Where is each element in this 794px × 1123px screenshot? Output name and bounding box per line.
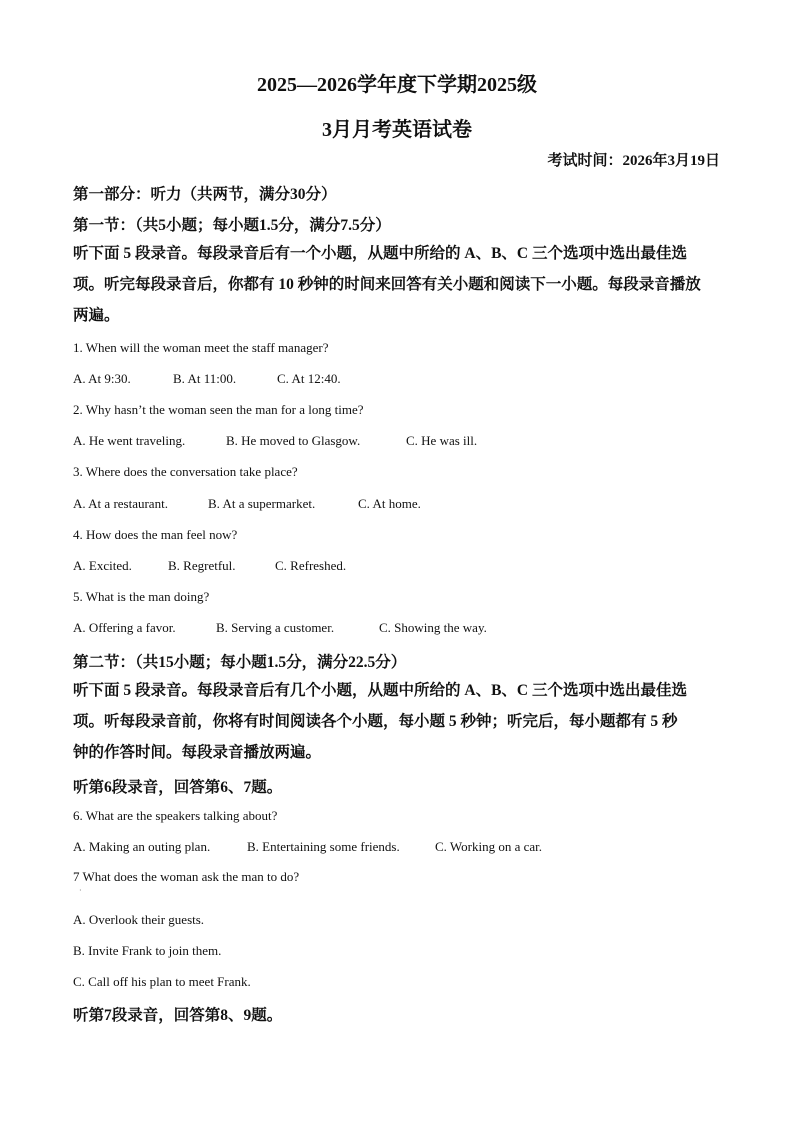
passage-7-heading: 听第7段录音，回答第8、9题。: [73, 1007, 283, 1024]
option-a: A. Offering a favor.: [73, 620, 176, 635]
option-c: C. Showing the way.: [379, 620, 487, 635]
question-2: 2. Why hasn’t the woman seen the man for a long time?: [73, 402, 364, 417]
question-7-option-c: C. Call off his plan to meet Frank.: [73, 974, 251, 989]
question-7: 7 What does the woman ask the man to do?: [73, 869, 300, 884]
question-5: 5. What is the man doing?: [73, 589, 210, 604]
question-5-options: [73, 620, 487, 636]
exam-time: 考试时间：2026年3月19日: [547, 153, 720, 169]
section2-heading: 第二节：（共15小题；每小题1.5分，满分22.5分）: [73, 654, 407, 671]
option-b: B. At 11:00.: [173, 371, 237, 386]
option-b: B. Entertaining some friends.: [247, 839, 400, 854]
question-6-options: [73, 839, 542, 855]
option-c: C. He was ill.: [406, 433, 478, 448]
instruction-line: 两遍。: [73, 307, 120, 324]
section2-instructions: [73, 675, 721, 768]
question-6: 6. What are the speakers talking about?: [73, 808, 278, 823]
stray-mark: ·: [79, 886, 82, 895]
option-c: C. At home.: [358, 496, 421, 511]
part1-heading: 第一部分：听力（共两节，满分30分）: [73, 186, 337, 203]
instruction-line: 听下面 5 段录音。每段录音后有一个小题，从题中所给的 A、B、C 三个选项中选出最佳选: [73, 245, 687, 262]
instruction-line: 钟的作答时间。每段录音播放两遍。: [73, 744, 322, 761]
exam-title: 2025—2026学年度下学期2025级: [257, 74, 537, 96]
section1-instructions: [73, 238, 721, 331]
question-7-option-a: A. Overlook their guests.: [73, 912, 205, 927]
question-4: 4. How does the man feel now?: [73, 527, 238, 542]
option-c: C. At 12:40.: [277, 371, 341, 386]
option-c: C. Working on a car.: [435, 839, 543, 854]
question-3-options: [73, 496, 421, 512]
instruction-line: 项。听每段录音前，你将有时间阅读各个小题，每小题 5 秒钟；听完后，每小题都有 5 秒: [73, 713, 678, 730]
question-2-options: [73, 433, 477, 449]
option-b: B. He moved to Glasgow.: [226, 433, 361, 448]
option-c: C. Refreshed.: [275, 558, 347, 573]
section1-heading: 第一节：（共5小题；每小题1.5分，满分7.5分）: [73, 217, 391, 234]
question-4-options: [73, 558, 346, 574]
question-1-options: [73, 371, 341, 387]
instruction-line: 项。听完每段录音后，你都有 10 秒钟的时间来回答有关小题和阅读下一小题。每段录音播放: [73, 276, 701, 293]
option-b: B. At a supermarket.: [208, 496, 316, 511]
option-a: A. At a restaurant.: [73, 496, 168, 511]
option-b: B. Regretful.: [168, 558, 236, 573]
question-7-option-b: B. Invite Frank to join them.: [73, 943, 222, 958]
passage-6-heading: 听第6段录音，回答第6、7题。: [73, 779, 283, 796]
instruction-line: 听下面 5 段录音。每段录音后有几个小题，从题中所给的 A、B、C 三个选项中选出最佳选: [73, 682, 687, 699]
exam-subtitle: 3月月考英语试卷: [322, 119, 472, 141]
question-3: 3. Where does the conversation take place?: [73, 464, 298, 479]
question-1: 1. When will the woman meet the staff manager?: [73, 340, 329, 355]
option-a: A. Excited.: [73, 558, 132, 573]
option-a: A. Making an outing plan.: [73, 839, 211, 854]
option-a: A. At 9:30.: [73, 371, 131, 386]
option-b: B. Serving a customer.: [216, 620, 335, 635]
option-a: A. He went traveling.: [73, 433, 186, 448]
